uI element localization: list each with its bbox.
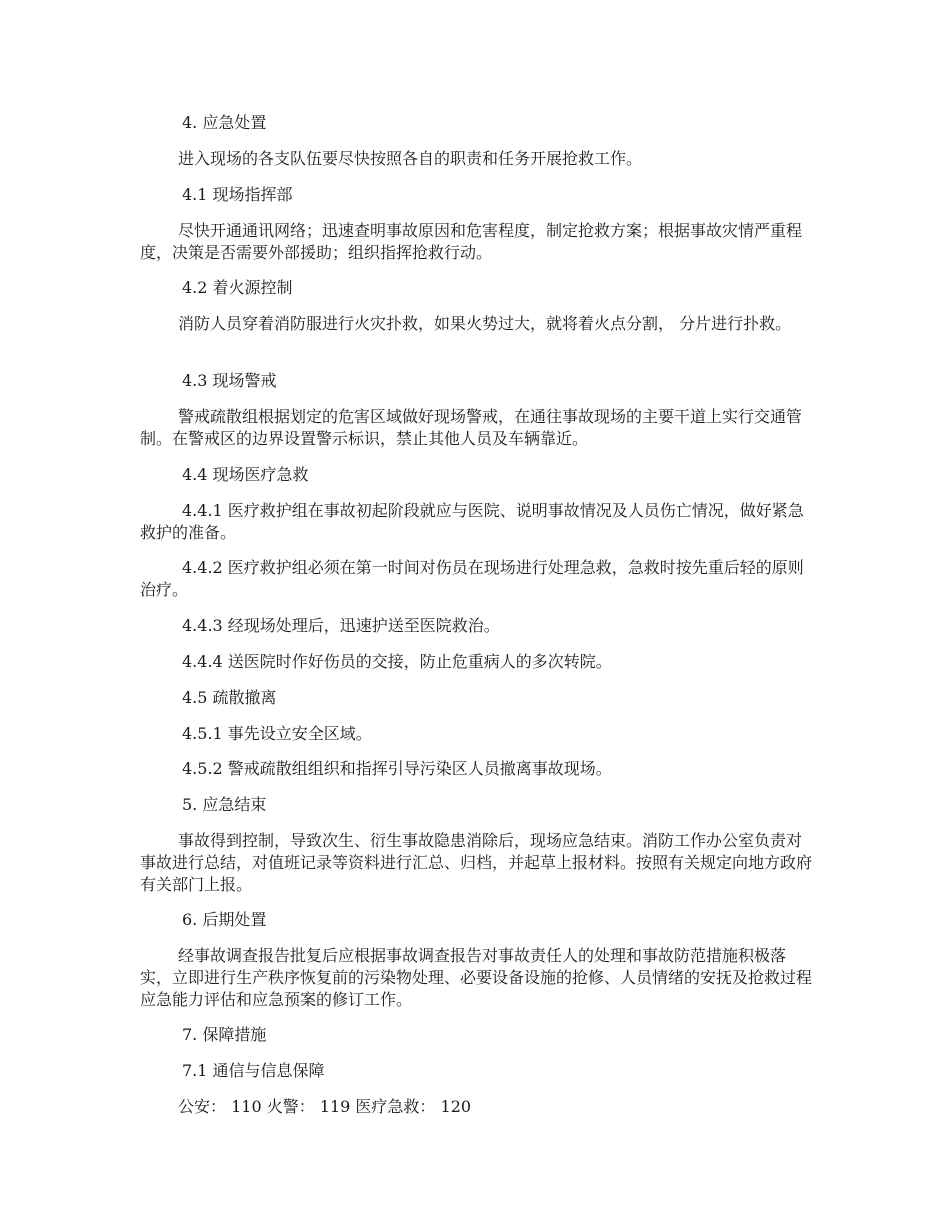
paragraph-4-5-1: 4.5.1 事先设立安全区域。 [182,724,372,743]
section-heading-5: 5. 应急结束 [182,795,267,814]
paragraph-4-4-2: 4.4.2 医疗救护组必须在第一时间对伤员在现场进行处理急救，急救时按先重后轻的原则治疗。 [140,558,804,599]
section-heading-6: 6. 后期处置 [182,910,267,929]
paragraph-4-3: 警戒疏散组根据划定的危害区域做好现场警戒，在通往事故现场的主要干道上实行交通管制。在警戒区的边界设置警示标识，禁止其他人员及车辆靠近。 [140,407,803,448]
section-heading-4-5: 4.5 疏散撤离 [182,688,277,707]
paragraph-4-1: 尽快开通通讯网络；迅速查明事故原因和危害程度，制定抢救方案；根据事故灾情严重程度，决策是否需要外部援助；组织指挥抢救行动。 [140,221,803,262]
paragraph-4-4-4: 4.4.4 送医院时作好伤员的交接，防止危重病人的多次转院。 [182,652,612,671]
section-heading-4-4: 4.4 现场医疗急救 [182,465,309,484]
paragraph-6: 经事故调查报告批复后应根据事故调查报告对事故责任人的处理和事故防范措施积极落实，立即进行生产秩序恢复前的污染物处理、必要设备设施的抢修、人员情绪的安抚及抢救过程应急能力评估和应急预案的修订工作。 [140,946,813,1009]
section-heading-4-2: 4.2 着火源控制 [182,278,293,297]
section-heading-4-3: 4.3 现场警戒 [182,371,277,390]
section-heading-4: 4. 应急处置 [182,113,267,132]
paragraph-4-4-1: 4.4.1 医疗救护组在事故初起阶段就应与医院、说明事故情况及人员伤亡情况，做好紧急救护的准备。 [140,501,804,542]
paragraph-5: 事故得到控制，导致次生、衍生事故隐患消除后，现场应急结束。消防工作办公室负责对事故进行总结，对值班记录等资料进行汇总、归档，并起草上报材料。按照有关规定向地方政府有关部门上报。 [140,831,813,894]
section-heading-7: 7. 保障措施 [182,1025,267,1044]
paragraph-4-5-2: 4.5.2 警戒疏散组组织和指挥引导污染区人员撤离事故现场。 [182,759,612,778]
section-heading-4-1: 4.1 现场指挥部 [182,185,293,204]
section-heading-7-1: 7.1 通信与信息保障 [182,1061,325,1080]
paragraph-4-2: 消防人员穿着消防服进行火灾扑救，如果火势过大，就将着火点分割， 分片进行扑救。 [178,314,792,333]
paragraph-4-4-3: 4.4.3 经现场处理后，迅速护送至医院救治。 [182,616,500,635]
emergency-contacts-line: 公安： 110 火警： 119 医疗急救： 120 [178,1097,472,1116]
paragraph-4: 进入现场的各支队伍要尽快按照各自的职责和任务开展抢救工作。 [178,149,643,168]
